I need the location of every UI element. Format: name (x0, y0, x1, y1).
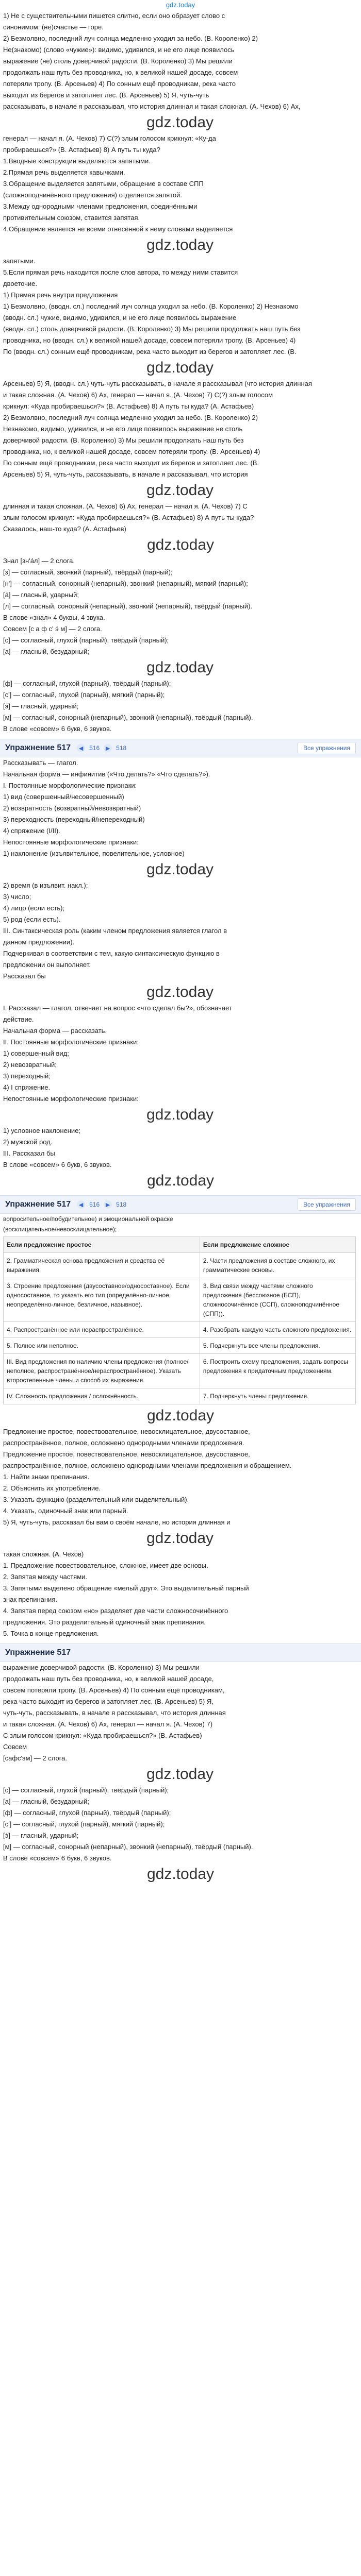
text-line: [а́] — гласный, ударный; (3, 591, 79, 599)
table-cell: 2. Грамматическая основа предложения и средства её выражения. (4, 1253, 200, 1278)
text-line: распространённое, полное, осложнено однородными членами предложения. (3, 1439, 244, 1447)
text-line: Начальная форма — инфинитив («Что делать?» «Что сделать?»). (3, 770, 210, 778)
text-line: [э́] — гласный, ударный; (3, 702, 79, 710)
text-line: выражение (не) столь доверчивой радости. (В. Короленко) 3) Мы решили (3, 57, 233, 65)
text-line: [с] — согласный, глухой (парный), твёрдый (парный); (3, 636, 169, 644)
exercise-header-1 (0, 739, 361, 757)
text-line: [м] — согласный, сонорный (непарный), звонкий (непарный), твёрдый (парный). (3, 714, 253, 721)
text-line: 2) время (в изъявит. накл.); (3, 882, 88, 889)
text-line: запятыми. (3, 257, 36, 265)
section-answer-3 (0, 1662, 361, 1864)
site-logo[interactable]: gdz.today (166, 1, 195, 9)
text-line: Арсеньев) 5) Я, чуть-чуть, рассказывать, в начале я рассказывал, что история (3, 470, 248, 478)
exercise-header-3 (0, 1643, 361, 1662)
text-line: 3. Запятыми выделено обращение «мелый друг». Это выделительный парный (3, 1584, 249, 1592)
table-cell: 3. Вид связи между частями сложного предложения (бессоюзное (БСП), сложносочинённое (ССП), сложноподчинённое (СПП)). (200, 1278, 355, 1322)
table-cell: 5. Подчеркнуть все члены предложения. (200, 1338, 355, 1354)
watermark: gdz.today (146, 1530, 214, 1547)
exercise-title: Упражнение 517 (5, 1200, 71, 1209)
text-line: [ф] — согласный, глухой (парный), твёрдый (парный); (3, 1809, 171, 1817)
prev-page-link[interactable]: 516 (89, 744, 100, 752)
text-line: В слове «совсем» 6 букв, 6 звуков. (3, 1161, 112, 1168)
table-row (4, 1278, 356, 1322)
text-line: 4) I спряжение. (3, 1083, 51, 1091)
text-line: [м] — согласный, сонорный (непарный), звонкий (непарный), твёрдый (парный). (3, 1843, 253, 1851)
table-cell: III. Вид предложения по наличию члены предложения (полное/неполное, распространённое/нераспространённое). Указать второстепенные члены и способ их выражения. (4, 1354, 200, 1388)
text-line: 4.Обращение является не всеми отнесённой к нему словами выделяется (3, 225, 233, 233)
text-line: Непостоянные морфологические признаки: (3, 1095, 139, 1103)
text-line: I. Рассказал — глагол, отвечает на вопрос «что сделал бы?», обозначает (3, 1004, 232, 1012)
exercise-title: Упражнение 517 (5, 1648, 71, 1657)
text-line: 2) Безмолвно, последний луч солнца медленно уходил за небо. (В. Короленко) 2) (3, 35, 258, 42)
text-line: [сафс'эм] — 2 слога. (3, 1754, 68, 1762)
table-header-simple: Если предложение простое (4, 1237, 200, 1253)
text-line: 2. Запятая между частями. (3, 1573, 88, 1581)
text-line: III. Рассказал бы (3, 1149, 55, 1157)
text-line: 2) мужской род. (3, 1138, 53, 1146)
text-line: [а] — гласный, безударный; (3, 1798, 90, 1805)
text-line: 1) Не с существительными пишется слитно, если оно образует слово с (3, 12, 225, 20)
text-line: выражение доверчивой радости. (В. Короленко) 3) Мы решили (3, 1664, 200, 1671)
text-line: совсем потеряли тропу. (В. Арсеньев) 4) По сонным ещё проводникам, (3, 1686, 225, 1694)
text-line: 5) Я, чуть-чуть, рассказал бы вам о своём начале, но история длинная и (3, 1518, 231, 1526)
text-line: предложении он выполняет. (3, 961, 91, 969)
table-cell: 3. Строение предложения (двусоставное/односоставное). Если односоставное, то указать его тип (определённо-личное, неопределённо-личное, безличное, назывное). (4, 1278, 200, 1322)
text-line: I. Постоянные морфологические признаки: (3, 782, 137, 789)
text-line: [с'] — согласный, глухой (парный), мягкий (парный); (3, 691, 165, 699)
text-line: 3) переходность (переходный/непереходный) (3, 816, 145, 823)
text-line: Предложение простое, повествовательное, невосклицательное, двусоставное, (3, 1450, 250, 1458)
text-line: 4. Запятая перед союзом «но» разделяет две части сложносочинённого (3, 1607, 228, 1615)
watermark: gdz.today (146, 114, 214, 131)
table-cell: 4. Распространённое или нераспространённое. (4, 1322, 200, 1338)
text-line: 1. Найти знаки препинания. (3, 1473, 90, 1481)
text-line: 3) число; (3, 893, 31, 901)
text-line: знак препинания. (3, 1596, 57, 1603)
all-exercises-button[interactable]: Все упражнения (298, 1198, 356, 1211)
watermark: gdz.today (146, 236, 214, 253)
table-cell: 4. Разобрать каждую часть сложного предложения. (200, 1322, 355, 1338)
text-line: вопросительное/побудительное) и эмоциональной окраске (3, 1215, 173, 1223)
table-cell: 2. Части предложения в составе сложного, их грамматические основы. (200, 1253, 355, 1278)
text-line: длинная и такая сложная. (А. Чехов) 6) Ах, генерал — начал я. (А. Чехов) 7) С (3, 502, 248, 510)
table-row (4, 1253, 356, 1278)
text-line: (вводн. сл.) чужие, видимо, удивился, и не его лице появилось выражение (3, 314, 237, 321)
text-line: III. Синтаксическая роль (каким членом предложения является глагол в (3, 927, 227, 935)
text-line: (сложноподчинённого предложения) отделяется запятой. (3, 191, 183, 199)
watermark: gdz.today (146, 1172, 215, 1189)
text-line: В слове «совсем» 6 букв, 6 звуков. (3, 725, 112, 733)
text-line: Не(знакомо) (слово «чужие»): видимо, удивился, и не его лице появилось (3, 46, 235, 54)
text-line: [ф] — согласный, глухой (парный), твёрдый (парный); (3, 680, 171, 687)
text-line: Совсем (3, 1743, 27, 1751)
text-line: предложения. Это разделительный одиночный знак препинания. (3, 1618, 206, 1626)
watermark: gdz.today (146, 861, 214, 878)
text-line: выходит из берегов и затопляет лес. (В. Арсеньев) 5) Я, чуть-чуть (3, 91, 209, 99)
table-cell: 5. Полное или неполное. (4, 1338, 200, 1354)
text-line: двоеточие. (3, 280, 38, 287)
next-page-link[interactable]: 518 (116, 1201, 127, 1208)
text-line: генерал — начал я. (А. Чехов) 7) С(?) злым голосом крикнул: «Ку-да (3, 134, 216, 142)
text-line: потеряли тропу. (В. Арсеньев) 4) По сонным ещё проводникам, река часто (3, 80, 236, 88)
section-phonetic-1 (0, 555, 361, 735)
text-line: [л] — согласный, сонорный (непарный), звонкий (непарный), твёрдый (парный). (3, 602, 253, 610)
text-line: Арсеньев) 5) Я, (вводн. сл.) чуть-чуть рассказывать, в начале я рассказывал (что история длинная (3, 380, 312, 387)
next-page-link[interactable]: 518 (116, 744, 127, 752)
text-line: (восклицательное/невосклицательное); (3, 1226, 117, 1233)
table-row (4, 1388, 356, 1404)
text-line: 1) вид (совершенный/несовершенный) (3, 793, 124, 801)
exercise-nav (77, 1200, 126, 1209)
table-row (4, 1338, 356, 1354)
table-cell: 6. Построить схему предложения, задать вопросы предложения к придаточным предложениям. (200, 1354, 355, 1388)
text-line: проводника, но (вводн. сл.) к великой нашей досаде, совсем потеряли тропу. (В. Арсеньев) 4) (3, 336, 296, 344)
table-row (4, 1354, 356, 1388)
watermark: gdz.today (146, 359, 214, 376)
text-line: Совсем [с а ф с' э́ м] — 2 слога. (3, 625, 102, 633)
text-line: [с'] — согласный, глухой (парный), мягкий (парный); (3, 1820, 165, 1828)
all-exercises-button[interactable]: Все упражнения (298, 742, 356, 754)
text-line: действие. (3, 1015, 34, 1023)
text-line: 2) возвратность (возвратный/невозвратный) (3, 804, 141, 812)
text-line: 1) Прямая речь внутри предложения (3, 291, 118, 299)
text-line: [э́] — гласный, ударный; (3, 1832, 79, 1839)
text-line: 2) невозвратный; (3, 1061, 57, 1069)
table-row (4, 1322, 356, 1338)
prev-arrow-icon[interactable]: ◀ (77, 1200, 85, 1209)
text-line: проводника, но, к великой нашей досаде, совсем потеряли тропу. (В. Арсеньев) 4) (3, 448, 260, 455)
text-line: 1) наклонение (изъявительное, повелительное, условное) (3, 850, 185, 857)
table-header-complex: Если предложение сложное (200, 1237, 355, 1253)
exercise-nav (77, 744, 126, 752)
text-line: 2.Прямая речь выделяется кавычками. (3, 168, 125, 176)
text-line: Непостоянные морфологические признаки: (3, 838, 139, 846)
text-line: 5) род (если есть). (3, 916, 61, 923)
text-line: [з] — согласный, звонкий (парный), твёрдый (парный); (3, 568, 173, 576)
table-intro (0, 1214, 361, 1234)
text-line: По (вводн. сл.) сонным ещё проводникам, река часто выходит из берегов и затопляет лес. (В. (3, 348, 297, 355)
table-cell: IV. Сложность предложения / осложнённость. (4, 1388, 200, 1404)
text-line: Сказалось, наш-то куда? (А. Астафьев) (3, 525, 126, 533)
text-line: [а] — гласный, безударный; (3, 648, 90, 655)
text-line: 1) условное наклонение; (3, 1127, 81, 1134)
text-line: 3.Обращение выделяется запятыми, обращение в составе СПП (3, 180, 204, 188)
watermark: gdz.today (146, 984, 214, 1001)
watermark: gdz.today (146, 1407, 215, 1424)
watermark: gdz.today (146, 659, 214, 676)
watermark: gdz.today (146, 1106, 214, 1123)
text-line: Подчеркивая в соответствии с тем, какую синтаксическую функцию в (3, 950, 220, 957)
text-line: данном предложении). (3, 938, 75, 946)
text-line: и такая сложная. (А. Чехов) 6) Ах, генерал — начал я. (А. Чехов) 7) С(?) злым голосом (3, 391, 273, 399)
text-line: 3.Между однородными членами предложения, соединёнными (3, 202, 198, 210)
text-line: 3) переходный; (3, 1072, 51, 1080)
text-line: 4) лицо (если есть); (3, 904, 65, 912)
watermark: gdz.today (146, 482, 214, 499)
exercise-header-2 (0, 1195, 361, 1214)
text-line: чуть-чуть, рассказывать, в начале я рассказывал, что история длинная (3, 1709, 226, 1717)
text-line: распространённое, полное, осложнено однородными членами предложения и обращением. (3, 1462, 292, 1469)
section-answer-1 (0, 10, 361, 535)
text-line: [н'] — согласный, сонорный (непарный), звонкий (непарный), мягкий (парный); (3, 580, 248, 587)
text-line: Предложение простое, повествовательное, невосклицательное, двусоставное, (3, 1428, 250, 1435)
next-arrow-icon[interactable]: ▶ (104, 1200, 112, 1209)
table-after (0, 1426, 361, 1639)
prev-page-link[interactable]: 516 (89, 1201, 100, 1208)
text-line: 2. Объяснить их употребление. (3, 1484, 101, 1492)
table-wrap (0, 1236, 361, 1404)
text-line: Незнакомо, видимо, удивился, и не его лице появилось выражение не столь (3, 425, 243, 433)
text-line: продолжать наш путь без проводника, но, к великой нашей досаде, (3, 1675, 214, 1683)
text-line: река часто выходит из берегов и затопляет лес. (В. Арсеньев) 5) Я, (3, 1698, 214, 1705)
watermark: gdz.today (146, 1766, 214, 1783)
text-line: Знал [зн'а́л] — 2 слога. (3, 557, 75, 565)
text-line: крикнул: «Куда пробираешься?» (В. Астафьев) 8) А путь ты куда? (А. Астафьев) (3, 402, 254, 410)
text-line: 1) совершенный вид; (3, 1049, 69, 1057)
text-line: злым голосом крикнул: «Куда пробираешься?» (В. Астафьев) 8) А путь ты куда? (3, 514, 254, 521)
text-line: Начальная форма — рассказать. (3, 1027, 107, 1035)
section-answer-2 (0, 757, 361, 1171)
text-line: В слове «знал» 4 буквы, 4 звука. (3, 614, 105, 621)
text-line: противительным союзом, ставится запятая. (3, 214, 140, 222)
text-line: 1.Вводные конструкции выделяются запятыми. (3, 157, 151, 165)
comparison-table (3, 1236, 356, 1404)
text-line: Рассказал бы (3, 972, 46, 980)
text-line: рассказывать, в начале я рассказывал, что история длинная и такая сложная. (А. Чехов) 6) Ах, (3, 103, 301, 110)
watermark: gdz.today (146, 1866, 215, 1883)
text-line: и такая сложная. (А. Чехов) 6) Ах, генерал — начал я. (А. Чехов) 7) (3, 1720, 213, 1728)
text-line: С злым голосом крикнул: «Куда пробираешься?» (В. Астафьев) (3, 1732, 202, 1739)
text-line: доверчивой радости. (В. Короленко) 3) Мы решили продолжать наш путь без (3, 436, 244, 444)
text-line: 5. Точка в конце предложения. (3, 1630, 99, 1637)
text-line: продолжать наш путь без проводника, но, к великой нашей досаде, совсем (3, 69, 238, 76)
text-line: 2) Безмолвно, последний луч солнца медленно уходил за небо. (В. Короленко) 2) (3, 414, 258, 421)
text-line: такая сложная. (А. Чехов) (3, 1550, 84, 1558)
text-line: 5.Если прямая речь находится после слов автора, то между ними ставится (3, 268, 238, 276)
text-line: В слове «совсем» 6 букв, 6 звуков. (3, 1854, 112, 1862)
text-line: 4. Указать, одиночный знак или парный. (3, 1507, 128, 1515)
text-line: 3. Указать функцию (разделительный или выделительный). (3, 1496, 189, 1503)
text-line: [с] — согласный, глухой (парный), твёрдый (парный); (3, 1786, 169, 1794)
text-line: синонимом: (не)счастье — горе. (3, 23, 104, 31)
text-line: 1) Безмолвно, (вводн. сл.) последний луч солнца уходил за небо. (В. Короленко) 2) Незнакомо (3, 302, 299, 310)
text-line: II. Постоянные морфологические признаки: (3, 1038, 139, 1046)
text-line: Рассказывать — глагол. (3, 759, 78, 767)
exercise-title: Упражнение 517 (5, 743, 71, 752)
watermark: gdz.today (146, 536, 215, 553)
text-line: (вводн. сл.) столь доверчивой радости. (В. Короленко) 3) Мы решили продолжать наш путь без (3, 325, 301, 333)
text-line: 1. Предложение повествовательное, сложное, имеет две основы. (3, 1562, 208, 1569)
text-line: пробираешься?» (В. Астафьев) 8) А путь ты куда? (3, 146, 160, 154)
table-cell: 7. Подчеркнуть члены предложения. (200, 1388, 355, 1404)
prev-arrow-icon[interactable]: ◀ (77, 744, 85, 752)
text-line: 4) спряжение (I/II). (3, 827, 60, 835)
next-arrow-icon[interactable]: ▶ (104, 744, 112, 752)
text-line: По сонным ещё проводникам, река часто выходит из берегов и затопляет лес. (В. (3, 459, 259, 467)
